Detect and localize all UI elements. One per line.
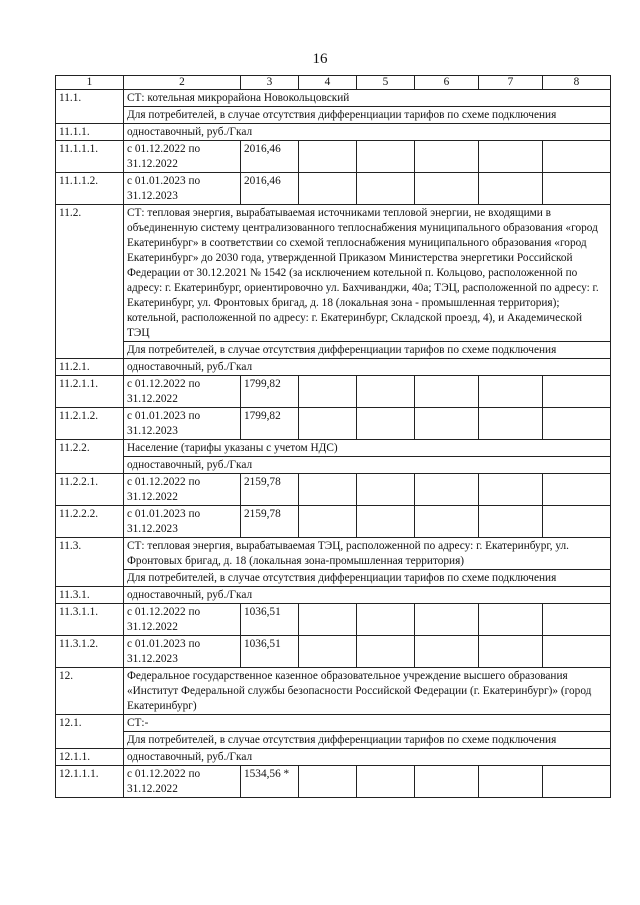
row-period: с 01.12.2022 по 31.12.2022	[124, 376, 241, 408]
empty-cell	[479, 141, 543, 173]
table-row	[56, 90, 611, 107]
row-number: 11.3.1.	[56, 587, 124, 604]
empty-cell	[415, 766, 479, 798]
table-row	[56, 749, 611, 766]
table-row	[56, 173, 611, 205]
empty-cell	[543, 141, 611, 173]
row-number: 11.1.	[56, 90, 124, 124]
table-row	[56, 604, 611, 636]
empty-cell	[479, 474, 543, 506]
column-header: 8	[543, 76, 611, 90]
table-row	[56, 124, 611, 141]
row-period: с 01.12.2022 по 31.12.2022	[124, 766, 241, 798]
table-row	[56, 587, 611, 604]
table-row	[56, 376, 611, 408]
table-row	[56, 408, 611, 440]
empty-cell	[543, 376, 611, 408]
row-number: 11.3.	[56, 538, 124, 587]
table-row	[56, 668, 611, 715]
empty-cell	[543, 506, 611, 538]
empty-cell	[299, 376, 357, 408]
empty-cell	[479, 376, 543, 408]
empty-cell	[357, 636, 415, 668]
empty-cell	[357, 506, 415, 538]
row-number: 11.1.1.	[56, 124, 124, 141]
table-row	[56, 715, 611, 732]
table-row	[56, 457, 611, 474]
row-number: 11.2.2.1.	[56, 474, 124, 506]
row-number: 11.2.2.	[56, 440, 124, 474]
empty-cell	[357, 474, 415, 506]
row-number: 12.1.	[56, 715, 124, 749]
empty-cell	[299, 766, 357, 798]
table-row	[56, 141, 611, 173]
tariff-value: 2159,78	[241, 506, 299, 538]
empty-cell	[357, 173, 415, 205]
row-note: Для потребителей, в случае отсутствия дифференциации тарифов по схеме подключения	[124, 342, 611, 359]
empty-cell	[357, 376, 415, 408]
empty-cell	[543, 604, 611, 636]
row-note: Для потребителей, в случае отсутствия дифференциации тарифов по схеме подключения	[124, 107, 611, 124]
table-row	[56, 205, 611, 342]
empty-cell	[543, 766, 611, 798]
empty-cell	[357, 141, 415, 173]
empty-cell	[357, 604, 415, 636]
empty-cell	[543, 636, 611, 668]
row-number: 11.2.1.	[56, 359, 124, 376]
empty-cell	[415, 506, 479, 538]
row-period: с 01.12.2022 по 31.12.2022	[124, 474, 241, 506]
tariff-value: 1036,51	[241, 636, 299, 668]
tariff-value: 1799,82	[241, 408, 299, 440]
row-period: с 01.01.2023 по 31.12.2023	[124, 636, 241, 668]
row-title: СТ: тепловая энергия, вырабатываемая источниками тепловой энергии, не входящими в объединенную систему централизованного теплоснабжения муниципального образования «город Екатеринбург» в соответствии со схемой теплоснабжения муниципального образования «город Екатеринбург» до 2030 года, утвержденной Приказом Министерства энергетики Российской Федерации от 30.12.2021 № 1542 (за исключением котельной п. Кольцово, расположенной по адресу: г. Екатеринбург, ориентировочно ул. Бахчиванджи, 40а; ТЭЦ, расположенной по адресу: г. Екатеринбург, ул. Фронтовых бригад, д. 18 (локальная зона - промышленная территория); котельной, расположенной по адресу: г. Екатеринбург, Складской проезд, 4), и Академической ТЭЦ	[124, 205, 611, 342]
row-title: СТ: тепловая энергия, вырабатываемая ТЭЦ, расположенной по адресу: г. Екатеринбург, ул. Фронтовых бригад, д. 18 (локальная зона-промышленная территория)	[124, 538, 611, 570]
tariff-value: 2016,46	[241, 141, 299, 173]
empty-cell	[299, 474, 357, 506]
row-number: 12.1.1.1.	[56, 766, 124, 798]
row-note: Для потребителей, в случае отсутствия дифференциации тарифов по схеме подключения	[124, 570, 611, 587]
empty-cell	[479, 408, 543, 440]
row-period: с 01.12.2022 по 31.12.2022	[124, 141, 241, 173]
row-note: Для потребителей, в случае отсутствия дифференциации тарифов по схеме подключения	[124, 732, 611, 749]
row-number: 11.3.1.2.	[56, 636, 124, 668]
empty-cell	[299, 636, 357, 668]
table-row	[56, 570, 611, 587]
column-header: 6	[415, 76, 479, 90]
row-title: одноставочный, руб./Гкал	[124, 587, 611, 604]
row-title: Население (тарифы указаны с учетом НДС)	[124, 440, 611, 457]
row-period: с 01.01.2023 по 31.12.2023	[124, 506, 241, 538]
row-number: 12.1.1.	[56, 749, 124, 766]
row-note: одноставочный, руб./Гкал	[124, 457, 611, 474]
row-number: 11.2.2.2.	[56, 506, 124, 538]
empty-cell	[415, 636, 479, 668]
tariff-value: 1799,82	[241, 376, 299, 408]
empty-cell	[415, 173, 479, 205]
table-row	[56, 440, 611, 457]
header-row	[56, 76, 611, 90]
row-number: 11.2.	[56, 205, 124, 359]
row-period: с 01.01.2023 по 31.12.2023	[124, 173, 241, 205]
row-period: с 01.01.2023 по 31.12.2023	[124, 408, 241, 440]
empty-cell	[299, 141, 357, 173]
row-title: СТ: котельная микрорайона Новокольцовский	[124, 90, 611, 107]
empty-cell	[479, 173, 543, 205]
empty-cell	[415, 141, 479, 173]
row-number: 11.3.1.1.	[56, 604, 124, 636]
tariff-value: 2016,46	[241, 173, 299, 205]
empty-cell	[415, 408, 479, 440]
empty-cell	[357, 766, 415, 798]
table-row	[56, 107, 611, 124]
empty-cell	[299, 604, 357, 636]
column-header: 7	[479, 76, 543, 90]
empty-cell	[479, 636, 543, 668]
table-row	[56, 538, 611, 570]
row-title: Федеральное государственное казенное образовательное учреждение высшего образования «Институт Федеральной службы безопасности Российской Федерации (г. Екатеринбург)» (город Екатеринбург)	[124, 668, 611, 715]
empty-cell	[299, 506, 357, 538]
table-row	[56, 359, 611, 376]
tariff-value: 1036,51	[241, 604, 299, 636]
column-header: 2	[124, 76, 241, 90]
row-number: 11.1.1.1.	[56, 141, 124, 173]
page-number: 16	[312, 51, 328, 67]
tariff-value: 2159,78	[241, 474, 299, 506]
empty-cell	[415, 376, 479, 408]
column-header: 5	[357, 76, 415, 90]
row-number: 12.	[56, 668, 124, 715]
empty-cell	[415, 604, 479, 636]
empty-cell	[299, 408, 357, 440]
empty-cell	[543, 474, 611, 506]
table-row	[56, 342, 611, 359]
row-title: одноставочный, руб./Гкал	[124, 359, 611, 376]
empty-cell	[543, 173, 611, 205]
column-header: 3	[241, 76, 299, 90]
empty-cell	[299, 173, 357, 205]
empty-cell	[479, 506, 543, 538]
tariff-table-body	[56, 76, 611, 798]
empty-cell	[543, 408, 611, 440]
row-title: одноставочный, руб./Гкал	[124, 124, 611, 141]
row-number: 11.2.1.1.	[56, 376, 124, 408]
row-period: с 01.12.2022 по 31.12.2022	[124, 604, 241, 636]
empty-cell	[357, 408, 415, 440]
table-row	[56, 766, 611, 798]
table-row	[56, 474, 611, 506]
empty-cell	[479, 766, 543, 798]
tariff-value: 1534,56 *	[241, 766, 299, 798]
table-row	[56, 732, 611, 749]
table-row	[56, 636, 611, 668]
row-number: 11.1.1.2.	[56, 173, 124, 205]
empty-cell	[479, 604, 543, 636]
column-header: 4	[299, 76, 357, 90]
row-title: одноставочный, руб./Гкал	[124, 749, 611, 766]
row-number: 11.2.1.2.	[56, 408, 124, 440]
empty-cell	[415, 474, 479, 506]
row-title: СТ:-	[124, 715, 611, 732]
table-row	[56, 506, 611, 538]
column-header: 1	[56, 76, 124, 90]
tariff-table	[55, 75, 611, 798]
